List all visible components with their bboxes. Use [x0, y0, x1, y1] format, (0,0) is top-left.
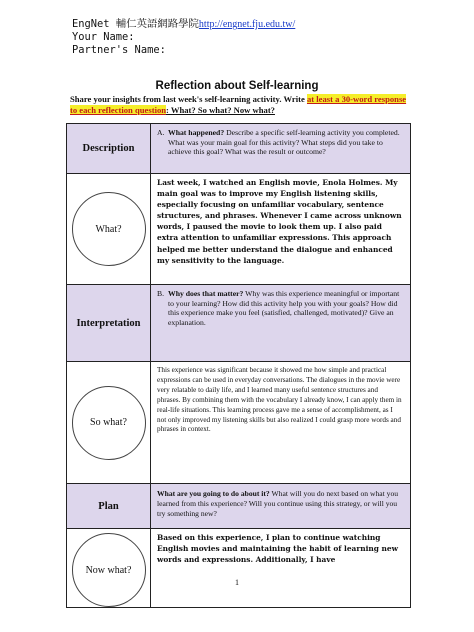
interpretation-question-body: Why was this experience meaningful or important to your learning? How did this activity help you with your goals? How did this experience make you feel (satisfied, challenged, motivated)? Give an explanation.: [168, 289, 400, 327]
description-question-cell: [151, 124, 411, 174]
description-label-cell: [67, 124, 151, 174]
interpretation-question-cell: [151, 285, 411, 362]
now-what-answer-cell[interactable]: [151, 529, 411, 608]
header-line-1: [72, 19, 295, 30]
header-site-name: EngNet 輔仁英語網路學院: [72, 18, 199, 30]
intro-text: Share your insights from last week's self-learning activity. Write: [70, 94, 307, 104]
what-answer: Last week, I watched an English movie, Enola Holmes. My main goal was to improve my English listening skills, especially focusing on unfamiliar vocabulary, sentence structures, and phrases. Whenever I came across unknown words, I paused the movie to look them up. I also paid extra attention to unfamiliar expressions. This approach helped me better understand the dialogue and enhanced my sensitivity to the language.: [157, 178, 402, 265]
page-number: 1: [235, 578, 239, 587]
now-what-label-cell: [67, 529, 151, 608]
intro-questions: : What? So what? Now what?: [166, 104, 275, 115]
your-name-label: Your Name:: [72, 31, 135, 43]
now-what-circle: [72, 533, 146, 607]
so-what-label: So what?: [90, 417, 127, 428]
what-label: What?: [95, 223, 122, 235]
site-link[interactable]: http://engnet.fju.edu.tw/: [198, 19, 296, 30]
interpretation-label-cell: [67, 285, 151, 362]
plan-question-lead: What are you going to do about it?: [157, 489, 270, 498]
intro-instructions: [70, 94, 410, 115]
so-what-label-cell: [67, 362, 151, 484]
so-what-row: [67, 362, 411, 484]
what-answer-cell[interactable]: [151, 174, 411, 285]
interpretation-label: Interpretation: [76, 317, 141, 329]
interpretation-question-lead: Why does that matter?: [168, 289, 244, 298]
interpretation-question: [151, 285, 410, 329]
now-what-label: Now what?: [85, 564, 132, 576]
description-question-lead: What happened?: [168, 128, 225, 137]
so-what-answer: This experience was significant because it showed me how simple and practical expressions can be used in everyday conversations. The dialogues in the movie were very relatable to daily life, and I learned many useful sentence structures and phrases. By combining them with the vocabulary I already know, I can apply them in real-life situations. This learning process gave me a sense of accomplishment, as I not only improved my listening skills but also realized I could grasp more words and phrases in context.: [157, 366, 402, 434]
plan-question-body: What will you do next based on what you learned from this experience? Will you continue using this strategy, or will you try something new?: [157, 489, 399, 518]
intro-highlight: at least a 30-word response to each reflection question: [70, 94, 407, 115]
question-letter-a: A.: [157, 128, 165, 137]
so-what-answer-cell[interactable]: [151, 362, 411, 484]
plan-question: [151, 484, 410, 518]
page-title: Reflection about Self-learning: [155, 80, 319, 92]
reflection-table: [66, 123, 411, 608]
partner-name-label: Partner's Name:: [72, 44, 166, 56]
so-what-circle: [72, 386, 146, 460]
what-row: [67, 174, 411, 285]
plan-label-cell: [67, 484, 151, 529]
plan-row: [67, 484, 411, 529]
description-question-body: Describe a specific self-learning activity you completed. What was your main goal for this activity? What steps did you take to achieve this goal? What was the result or outcome?: [168, 128, 400, 157]
question-letter-b: B.: [157, 289, 165, 298]
now-what-answer: Based on this experience, I plan to continue watching English movies and maintaining the habit of learning new words and expressions. Additionally, I have: [157, 533, 398, 565]
description-label: Description: [82, 143, 135, 154]
plan-question-cell: [151, 484, 411, 529]
what-label-cell: [67, 174, 151, 285]
interpretation-row: [67, 285, 411, 362]
plan-label: Plan: [98, 500, 119, 512]
now-what-row: [67, 529, 411, 608]
description-row: [67, 124, 411, 174]
what-circle: [72, 192, 146, 266]
description-question: [151, 124, 410, 159]
